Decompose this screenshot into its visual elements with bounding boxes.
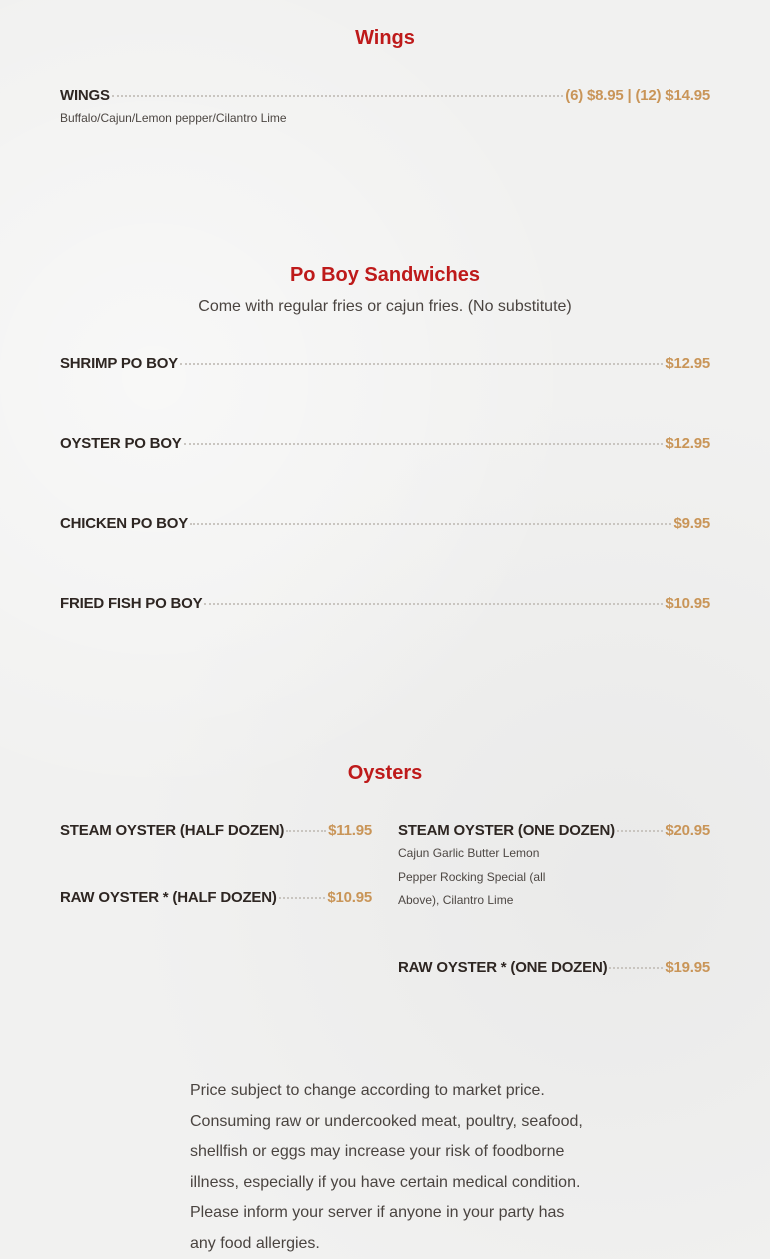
menu-item-raw-oyster-one-dozen <box>398 959 710 977</box>
item-name: STEAM OYSTER (ONE DOZEN) <box>398 822 615 839</box>
dotted-leader <box>112 95 563 97</box>
dotted-leader <box>180 363 663 365</box>
item-name: STEAM OYSTER (HALF DOZEN) <box>60 822 285 839</box>
item-price: $10.95 <box>665 595 710 612</box>
item-description: Cajun Garlic Butter Lemon Pepper Rocking Special (all Above), Cilantro Lime <box>398 846 546 907</box>
oysters-section-title: Oysters <box>347 762 423 784</box>
menu-item-oyster-po-boy <box>60 435 710 453</box>
item-price: $9.95 <box>673 515 710 532</box>
po-boy-section-subtitle: Come with regular fries or cajun fries. (No substitute) <box>198 298 572 315</box>
dotted-leader <box>617 830 663 832</box>
menu-item-steam-oyster-one-dozen <box>398 822 710 913</box>
market-price-allergy-notice: Price subject to change according to market price. Consuming raw or undercooked meat, poultry, seafood, shellfish or eggs may increase your risk of foodborne illness, especially if you have certain medical condition. Please inform your server if anyone in your party has any food allergies. <box>190 1082 583 1252</box>
item-price: $12.95 <box>665 355 710 372</box>
item-price: $19.95 <box>665 959 710 976</box>
dotted-leader <box>184 443 664 445</box>
dotted-leader <box>609 967 663 969</box>
item-name: RAW OYSTER * (HALF DOZEN) <box>60 889 277 906</box>
item-name: FRIED FISH PO BOY <box>60 595 203 612</box>
item-price: $20.95 <box>665 822 710 839</box>
menu-item-fried-fish-po-boy <box>60 595 710 613</box>
item-price: $12.95 <box>665 435 710 452</box>
menu-item-chicken-po-boy <box>60 515 710 533</box>
dotted-leader <box>279 897 326 899</box>
item-name: OYSTER PO BOY <box>60 435 182 452</box>
dotted-leader <box>204 603 663 605</box>
menu-item-shrimp-po-boy <box>60 355 710 373</box>
dotted-leader <box>190 523 671 525</box>
menu-item-steam-oyster-half-dozen <box>60 822 372 840</box>
wings-section-title: Wings <box>355 27 415 49</box>
item-price: $11.95 <box>328 822 372 839</box>
menu-item-wings <box>60 87 710 131</box>
item-name: RAW OYSTER * (ONE DOZEN) <box>398 959 608 976</box>
item-description: Buffalo/Cajun/Lemon pepper/Cilantro Lime <box>60 111 287 125</box>
item-price: (6) $8.95 | (12) $14.95 <box>565 87 710 104</box>
po-boy-section-title: Po Boy Sandwiches <box>289 264 481 286</box>
item-price: $10.95 <box>327 889 372 906</box>
menu-item-raw-oyster-half-dozen <box>60 889 372 907</box>
item-name: WINGS <box>60 87 110 104</box>
dotted-leader <box>286 830 326 832</box>
item-name: SHRIMP PO BOY <box>60 355 178 372</box>
item-name: CHICKEN PO BOY <box>60 515 189 532</box>
